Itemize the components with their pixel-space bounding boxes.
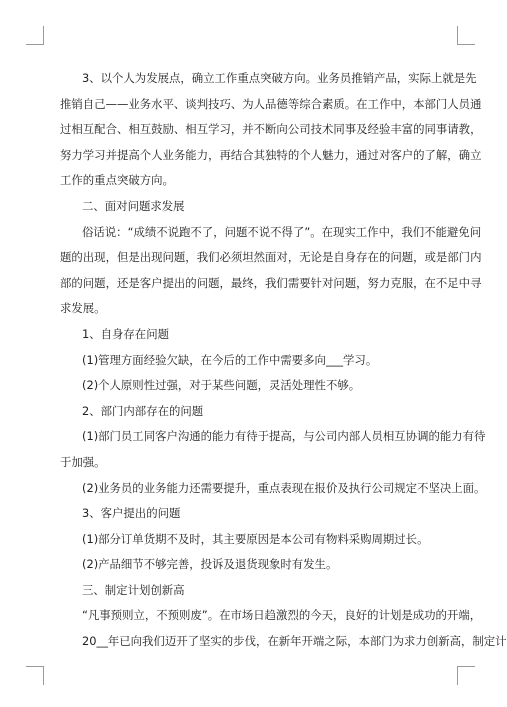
text-line: 俗话说：“成绩不说跑不了，问题不说不得了”。在现实工作中，我们不能避免问 (82, 224, 482, 239)
crop-mark-top-left-horizontal (26, 44, 44, 45)
text-line: 3、以个人为发展点，确立工作重点突破方向。业务员推销产品，实际上就是先 (82, 71, 477, 85)
crop-mark-bottom-left-horizontal (26, 666, 44, 667)
crop-mark-bottom-right-horizontal (457, 666, 475, 667)
subsection-heading: 3、客户提出的问题 (82, 506, 181, 521)
text-line: 20__年已向我们迈开了坚实的步伐，在新年开端之际，本部门为求力创新高，制定计 (82, 634, 507, 649)
list-item: (1)管理方面经验欠缺，在今后的工作中需要多向___学习。 (82, 352, 378, 367)
list-item: (1)部门员工同客户沟通的能力有待于提高，与公司内部人员相互协调的能力有待 (82, 429, 486, 444)
crop-mark-bottom-right-vertical (457, 666, 458, 685)
crop-mark-top-right-vertical (457, 26, 458, 45)
text-line: 努力学习并提高个人业务能力，再结合其独特的个人魅力，通过对客户的了解，确立 (60, 147, 482, 162)
list-item: (2)个人原则性过强，对于某些问题，灵活处理性不够。 (82, 378, 361, 393)
subsection-heading: 1、自身存在问题 (82, 326, 169, 341)
document-body (60, 66, 507, 655)
text-line: 于加强。 (60, 454, 106, 469)
text-line: 过相互配合、相互鼓励、相互学习，并不断向公司技术同事及经验丰富的同事请教， (60, 122, 482, 137)
text-line: “凡事预则立，不预则废”。在市场日趋激烈的今天，良好的计划是成功的开端， (82, 608, 482, 623)
text-line: 求发展。 (60, 301, 106, 316)
crop-mark-top-left-vertical (43, 26, 44, 45)
list-item: (1)部分订单货期不及时，其主要原因是本公司有物料采购周期过长。 (82, 531, 429, 546)
list-item: (2)业务员的业务能力还需要提升，重点表现在报价及执行公司规定不坚决上面。 (82, 480, 486, 495)
crop-mark-top-right-horizontal (457, 44, 475, 45)
crop-mark-bottom-left-vertical (43, 666, 44, 685)
text-line: 工作的重点突破方向。 (60, 173, 174, 188)
section-heading: 二、面对问题求发展 (82, 198, 185, 213)
text-line: 题的出现，但是出现问题，我们必须坦然面对，无论是自身存在的问题，或是部门内 (60, 250, 482, 265)
text-line: 部的问题，还是客户提出的问题，最终，我们需要针对问题，努力克服，在不足中寻 (60, 275, 482, 290)
subsection-heading: 2、部门内部存在的问题 (82, 403, 204, 418)
text-line: 推销自己——业务水平、谈判技巧、为人品德等综合素质。在工作中，本部门人员通 (60, 96, 482, 111)
section-heading: 三、制定计划创新高 (82, 582, 185, 597)
list-item: (2)产品细节不够完善，投诉及退货现象时有发生。 (82, 557, 338, 572)
